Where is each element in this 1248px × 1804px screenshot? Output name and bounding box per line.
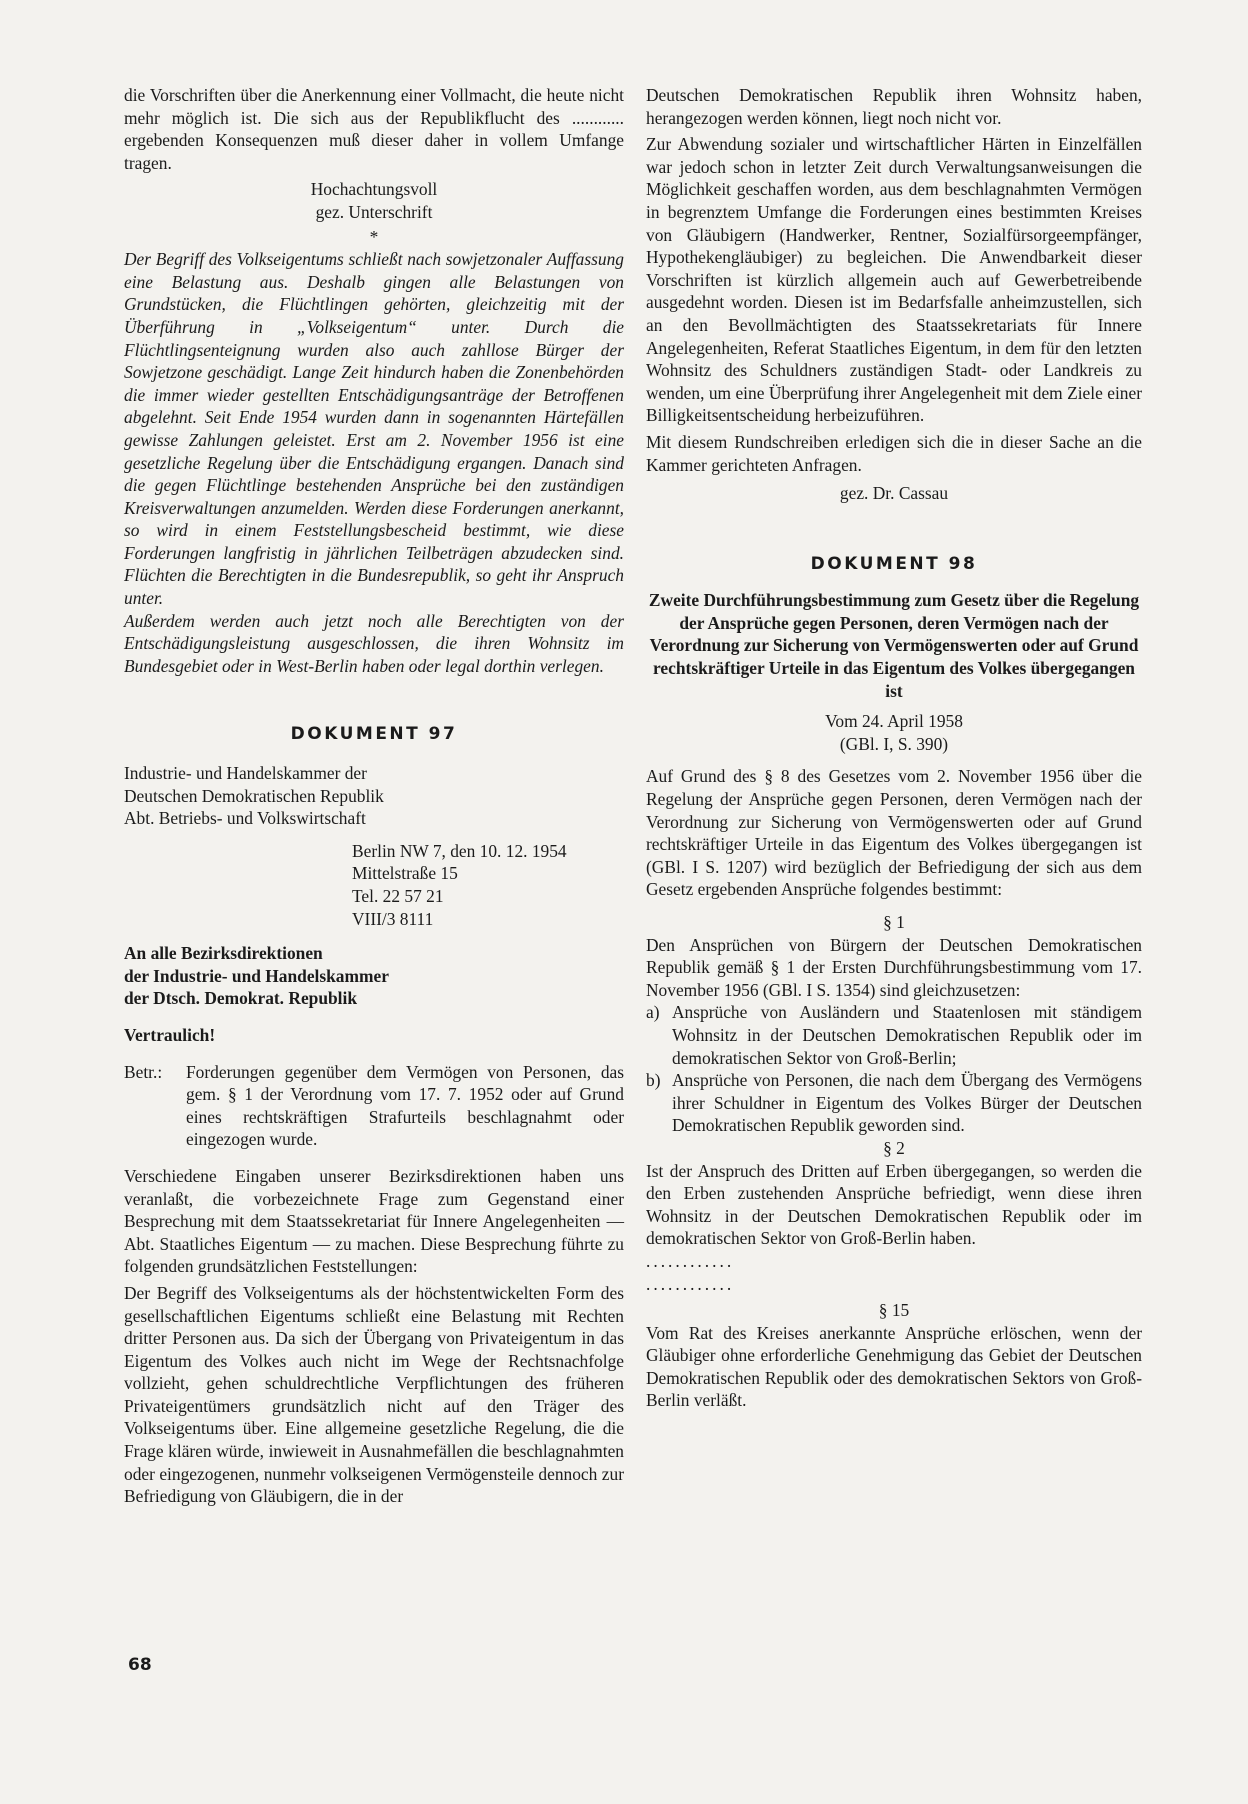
section-heading: § 1 [883, 912, 905, 932]
address-line: VIII/3 8111 [352, 908, 434, 929]
continued-paragraph: Deutschen Demokratischen Republik ihren Wohnsitz haben, herangezogen werden können, liegt noch nicht vor. [646, 85, 1142, 128]
subject-text: Forderungen gegenüber dem Vermögen von Personen, das gem. § 1 der Verordnung vom 17. 7. 1952 oder auf Grund eines rechtskräftigen Strafurteils beschlagnahmt oder eingezogen wurde. [186, 1061, 624, 1150]
commentary-paragraph: Außerdem werden auch jetzt noch alle Berechtigten von der Entschädigungsleistung ausgeschlossen, die ihren Wohnsitz im Bundesgebiet oder in West-Berlin haben oder legal dorthin verlegen. [124, 610, 624, 676]
preamble-paragraph: Auf Grund des § 8 des Gesetzes vom 2. November 1956 über die Regelung der Ansprüche gegen Personen, deren Vermögen nach der Verordnung zur Sicherung von Vermögenswerten oder auf Grund rechtskräftiger Urteile in das Eigentum des Volkes übergegangen ist (GBl. I S. 1207) wird bezüglich der Befriedigung der sich aus dem Gesetz ergebenden Ansprüche folgendes bestimmt: [646, 766, 1142, 900]
left-column [124, 84, 624, 1508]
page-number: 68 [128, 1655, 152, 1675]
subject-label: Betr.: [124, 1061, 163, 1082]
list-item-text: Ansprüche von Ausländern und Staatenlosen mit ständigem Wohnsitz in der Deutschen Demokratischen Republik oder im demokratischen Sektor von Groß-Berlin; [672, 1002, 1142, 1068]
regulation-date: Vom 24. April 1958 [825, 711, 963, 732]
recipient-line: der Dtsch. Demokrat. Republik [124, 988, 358, 1009]
signature: gez. Unterschrift [315, 201, 433, 222]
address-line: Berlin NW 7, den 10. 12. 1954 [352, 840, 567, 861]
recipient-line: der Industrie- und Handelskammer [124, 965, 389, 986]
right-column [646, 84, 1142, 1412]
regulation-title: Zweite Durchführungsbestimmung zum Gesetz über die Regelung der Ansprüche gegen Personen, deren Vermögen nach der Verordnung zur Sicherung von Vermögenswerten oder auf Grund rechtskräftiger Urteile in das Eigentum des Volkes übergegangen ist [648, 590, 1140, 701]
omission-dots: ............ [646, 1273, 735, 1294]
sender-block [124, 762, 624, 830]
sender-line: Deutschen Demokratischen Republik [124, 785, 384, 806]
address-block [124, 840, 624, 930]
commentary-paragraph: Der Begriff des Volkseigentums schließt nach sowjetzonaler Auffassung eine Belastung aus. Deshalb gingen alle Belastungen von Grundstücken, die Flüchtlingen gehörten, gleichzeitig mit der Überführung in „Volkseigentum“ unter. Durch die Flüchtlingsenteignung wurden also auch zahllose Bürger der Sowjetzone geschädigt. Lange Zeit hindurch haben die Zonenbehörden die immer wieder gestellten Entschädigungsanträge der Betroffenen abgelehnt. Seit Ende 1954 wurden dann in sogenannten Härtefällen gewisse Zahlungen geleistet. Erst am 2. November 1956 ist eine gesetzliche Regelung über die Entschädigung ergangen. Danach sind die gegen Flüchtlinge bestehenden Ansprüche bei den zuständigen Kreisverwaltungen anzumelden. Werden diese Forderungen anerkannt, so wird in einem Feststellungsbescheid bestimmt, wie diese Forderungen langfristig in jährlichen Teilbeträgen abzudecken sind. Flüchten die Berechtigten in die Bundesrepublik, so geht ihr Anspruch unter. [124, 249, 624, 609]
intro-paragraph: die Vorschriften über die Anerkennung einer Vollmacht, die heute nicht mehr möglich ist. Die sich aus der Republikflucht des ............ ergebenden Konsequenzen muß dieser daher in vollem Umfange tragen. [124, 85, 624, 173]
list-item-label: a) [646, 1002, 660, 1023]
closing-paragraph: Mit diesem Rundschreiben erledigen sich die in dieser Sache an die Kammer gerichteten Anfragen. [646, 431, 1142, 475]
sender-line: Abt. Betriebs- und Volkswirtschaft [124, 808, 366, 829]
subject-line [124, 1061, 624, 1151]
sender-line: Industrie- und Handelskammer der [124, 763, 367, 784]
document-98-heading: DOKUMENT 98 [810, 553, 978, 574]
address-line: Mittelstraße 15 [352, 863, 458, 884]
list-item [646, 1001, 1142, 1069]
section-text: Den Ansprüchen von Bürgern der Deutschen Demokratischen Republik gemäß § 1 der Ersten Durchführungsbestimmung vom 17. November 1956 (GBl. I S. 1354) sind gleichzusetzen: [646, 934, 1142, 1000]
list-item-label: b) [646, 1070, 661, 1091]
document-97-heading: DOKUMENT 97 [290, 724, 458, 745]
regulation-source: (GBl. I, S. 390) [839, 733, 949, 754]
section-heading: § 15 [878, 1300, 910, 1321]
address-line: Tel. 22 57 21 [352, 886, 444, 906]
section-text: Ist der Anspruch des Dritten auf Erben übergegangen, so werden die den Erben zustehenden Ansprüche befriedigt, wenn diese ihren Wohnsitz in der Deutschen Demokratischen Republik oder im demokratischen Sektor von Groß-Berlin haben. [646, 1160, 1142, 1249]
list-item [646, 1069, 1142, 1137]
signature: gez. Dr. Cassau [839, 483, 949, 504]
omission-dots: ............ [646, 1250, 735, 1271]
recipient-line: An alle Bezirksdirektionen [124, 943, 323, 964]
body-paragraph: Verschiedene Eingaben unserer Bezirksdirektionen haben uns veranlaßt, die vorbezeichnete Frage zum Gegenstand einer Besprechung mit dem Staatssekretariat für Innere Angelegenheiten — Abt. Staatliches Eigentum — zu machen. Diese Besprechung führte zu folgenden grundsätzlichen Feststellungen: [124, 1165, 624, 1277]
separator-asterisk: * [369, 226, 379, 247]
body-paragraph: Der Begriff des Volkseigentums als der höchstentwickelten Form des gesellschaftlichen Eigentums schließt eine Belastung mit Rechten dritter Personen aus. Da sich der Übergang von Privateigentum in das Eigentum des Volkes auch nicht im Wege der Rechtsnachfolge vollzieht, gehen schuldrechtliche Verpflichtungen des früheren Privateigentümers grundsätzlich nicht auf den Träger des Volkseigentums über. Eine allgemeine gesetzliche Regelung, die die Frage klären würde, inwieweit in Ausnahmefällen die beschlagnahmten oder eingezogenen, nunmehr volkseigenen Vermögensteile dennoch zur Befriedigung von Gläubigern, die in der [124, 1282, 624, 1507]
section-text: Vom Rat des Kreises anerkannte Ansprüche erlöschen, wenn der Gläubiger ohne erforderliche Genehmigung das Gebiet der Deutschen Demokratischen Republik oder des demokratischen Sektors von Groß-Berlin verläßt. [646, 1322, 1142, 1411]
recipient-block [124, 942, 624, 1010]
list-item-text: Ansprüche von Personen, die nach dem Übergang des Vermögens ihrer Schuldner in Eigentum des Volkes Bürger der Deutschen Demokratischen Republik geworden sind. [672, 1070, 1142, 1136]
closing-phrase: Hochachtungsvoll [310, 179, 438, 200]
section-heading: § 2 [883, 1137, 905, 1158]
hardship-paragraph: Zur Abwendung sozialer und wirtschaftlicher Härten in Einzelfällen war jedoch schon in letzter Zeit durch Verwaltungsanweisungen die Möglichkeit geschaffen worden, aus dem beschlagnahmten Vermögen in begrenztem Umfange die Forderungen eines bestimmten Kreises von Gläubigern (Handwerker, Rentner, Sozialfürsorgeempfänger, Hypothekengläubiger) zu begleichen. Die Anwendbarkeit dieser Vorschriften ist kürzlich allgemein auch auf Gewerbetreibende ausgedehnt worden. Diesen ist im Bedarfsfalle anheimzustellen, sich an den Bevollmächtigten des Staatssekretariats für Innere Angelegenheiten, Referat Staatliches Eigentum, in dem für den letzten Wohnsitz des Schuldners zuständigen Stadt- oder Landkreis zu wenden, um eine Überprüfung ihrer Angelegenheit mit dem Ziele einer Billigkeitsentscheidung herbeizuführen. [646, 134, 1142, 426]
confidential-label: Vertraulich! [124, 1024, 216, 1045]
